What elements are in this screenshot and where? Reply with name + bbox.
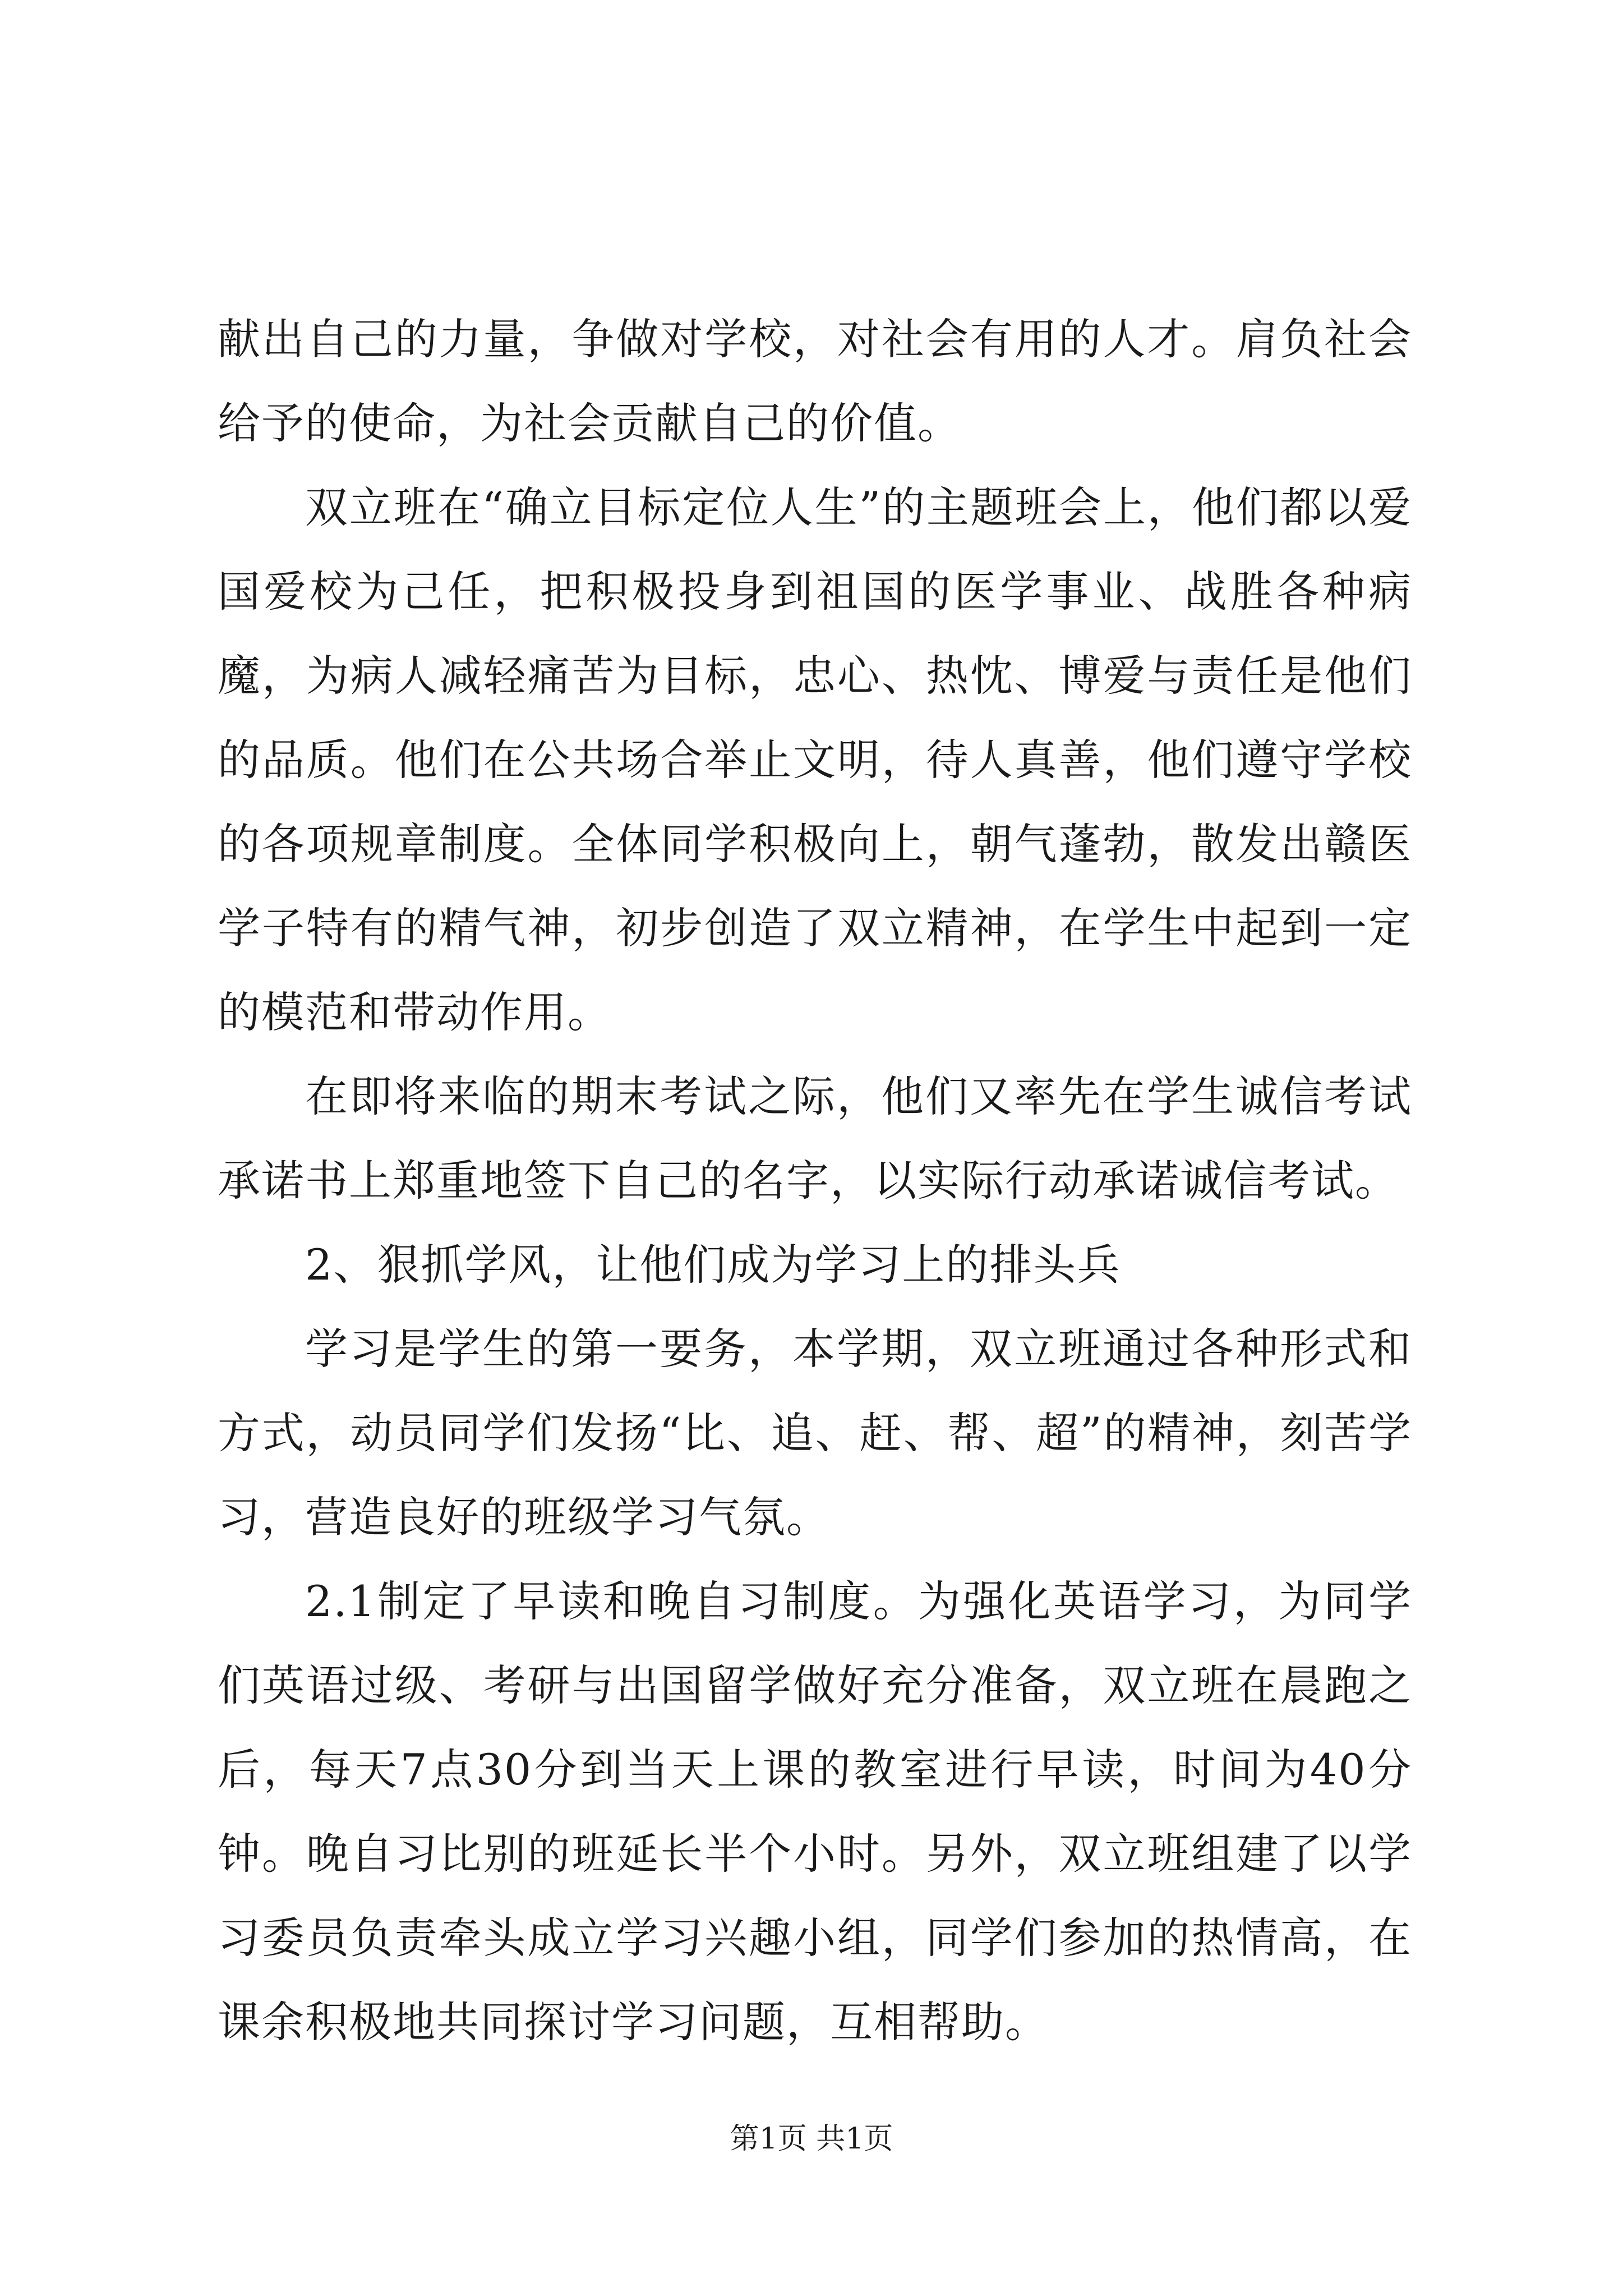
paragraph-1: 献出自己的力量，争做对学校，对社会有用的人才。肩负社会给予的使命，为社会贡献自己的价值。 <box>218 314 1412 448</box>
document-body <box>218 297 1412 2064</box>
page-number-label: 第1页 共1页 <box>730 2122 893 2156</box>
paragraph-5: 2.1制定了早读和晚自习制度。为强化英语学习，为同学们英语过级、考研与出国留学做好充分准备，双立班在晨跑之后，每天7点30分到当天上课的教室进行早读，时间为40分钟。晚自习比别的班延长半个小时。另外，双立班组建了以学习委员负责牵头成立学习兴趣小组，同学们参加的热情高，在课余积极地共同探讨学习问题，互相帮助。 <box>218 1576 1412 2047</box>
paragraph-2: 双立班在“确立目标定位人生”的主题班会上，他们都以爱国爱校为己任，把积极投身到祖国的医学事业、战胜各种病魔，为病人减轻痛苦为目标，忠心、热忱、博爱与责任是他们的品质。他们在公共场合举止文明，待人真善，他们遵守学校的各项规章制度。全体同学积极向上，朝气蓬勃，散发出赣医学子特有的精气神，初步创造了双立精神，在学生中起到一定的模范和带动作用。 <box>218 482 1412 1037</box>
paragraph-3: 在即将来临的期末考试之际，他们又率先在学生诚信考试承诺书上郑重地签下自己的名字，以实际行动承诺诚信考试。 <box>218 1071 1412 1205</box>
page-footer <box>0 2119 1623 2159</box>
section-heading: 2、狠抓学风，让他们成为学习上的排头兵 <box>305 1240 1121 1290</box>
paragraph-4: 学习是学生的第一要务，本学期，双立班通过各种形式和方式，动员同学们发扬“比、追、赶、帮、超”的精神，刻苦学习，营造良好的班级学习气氛。 <box>218 1324 1412 1542</box>
